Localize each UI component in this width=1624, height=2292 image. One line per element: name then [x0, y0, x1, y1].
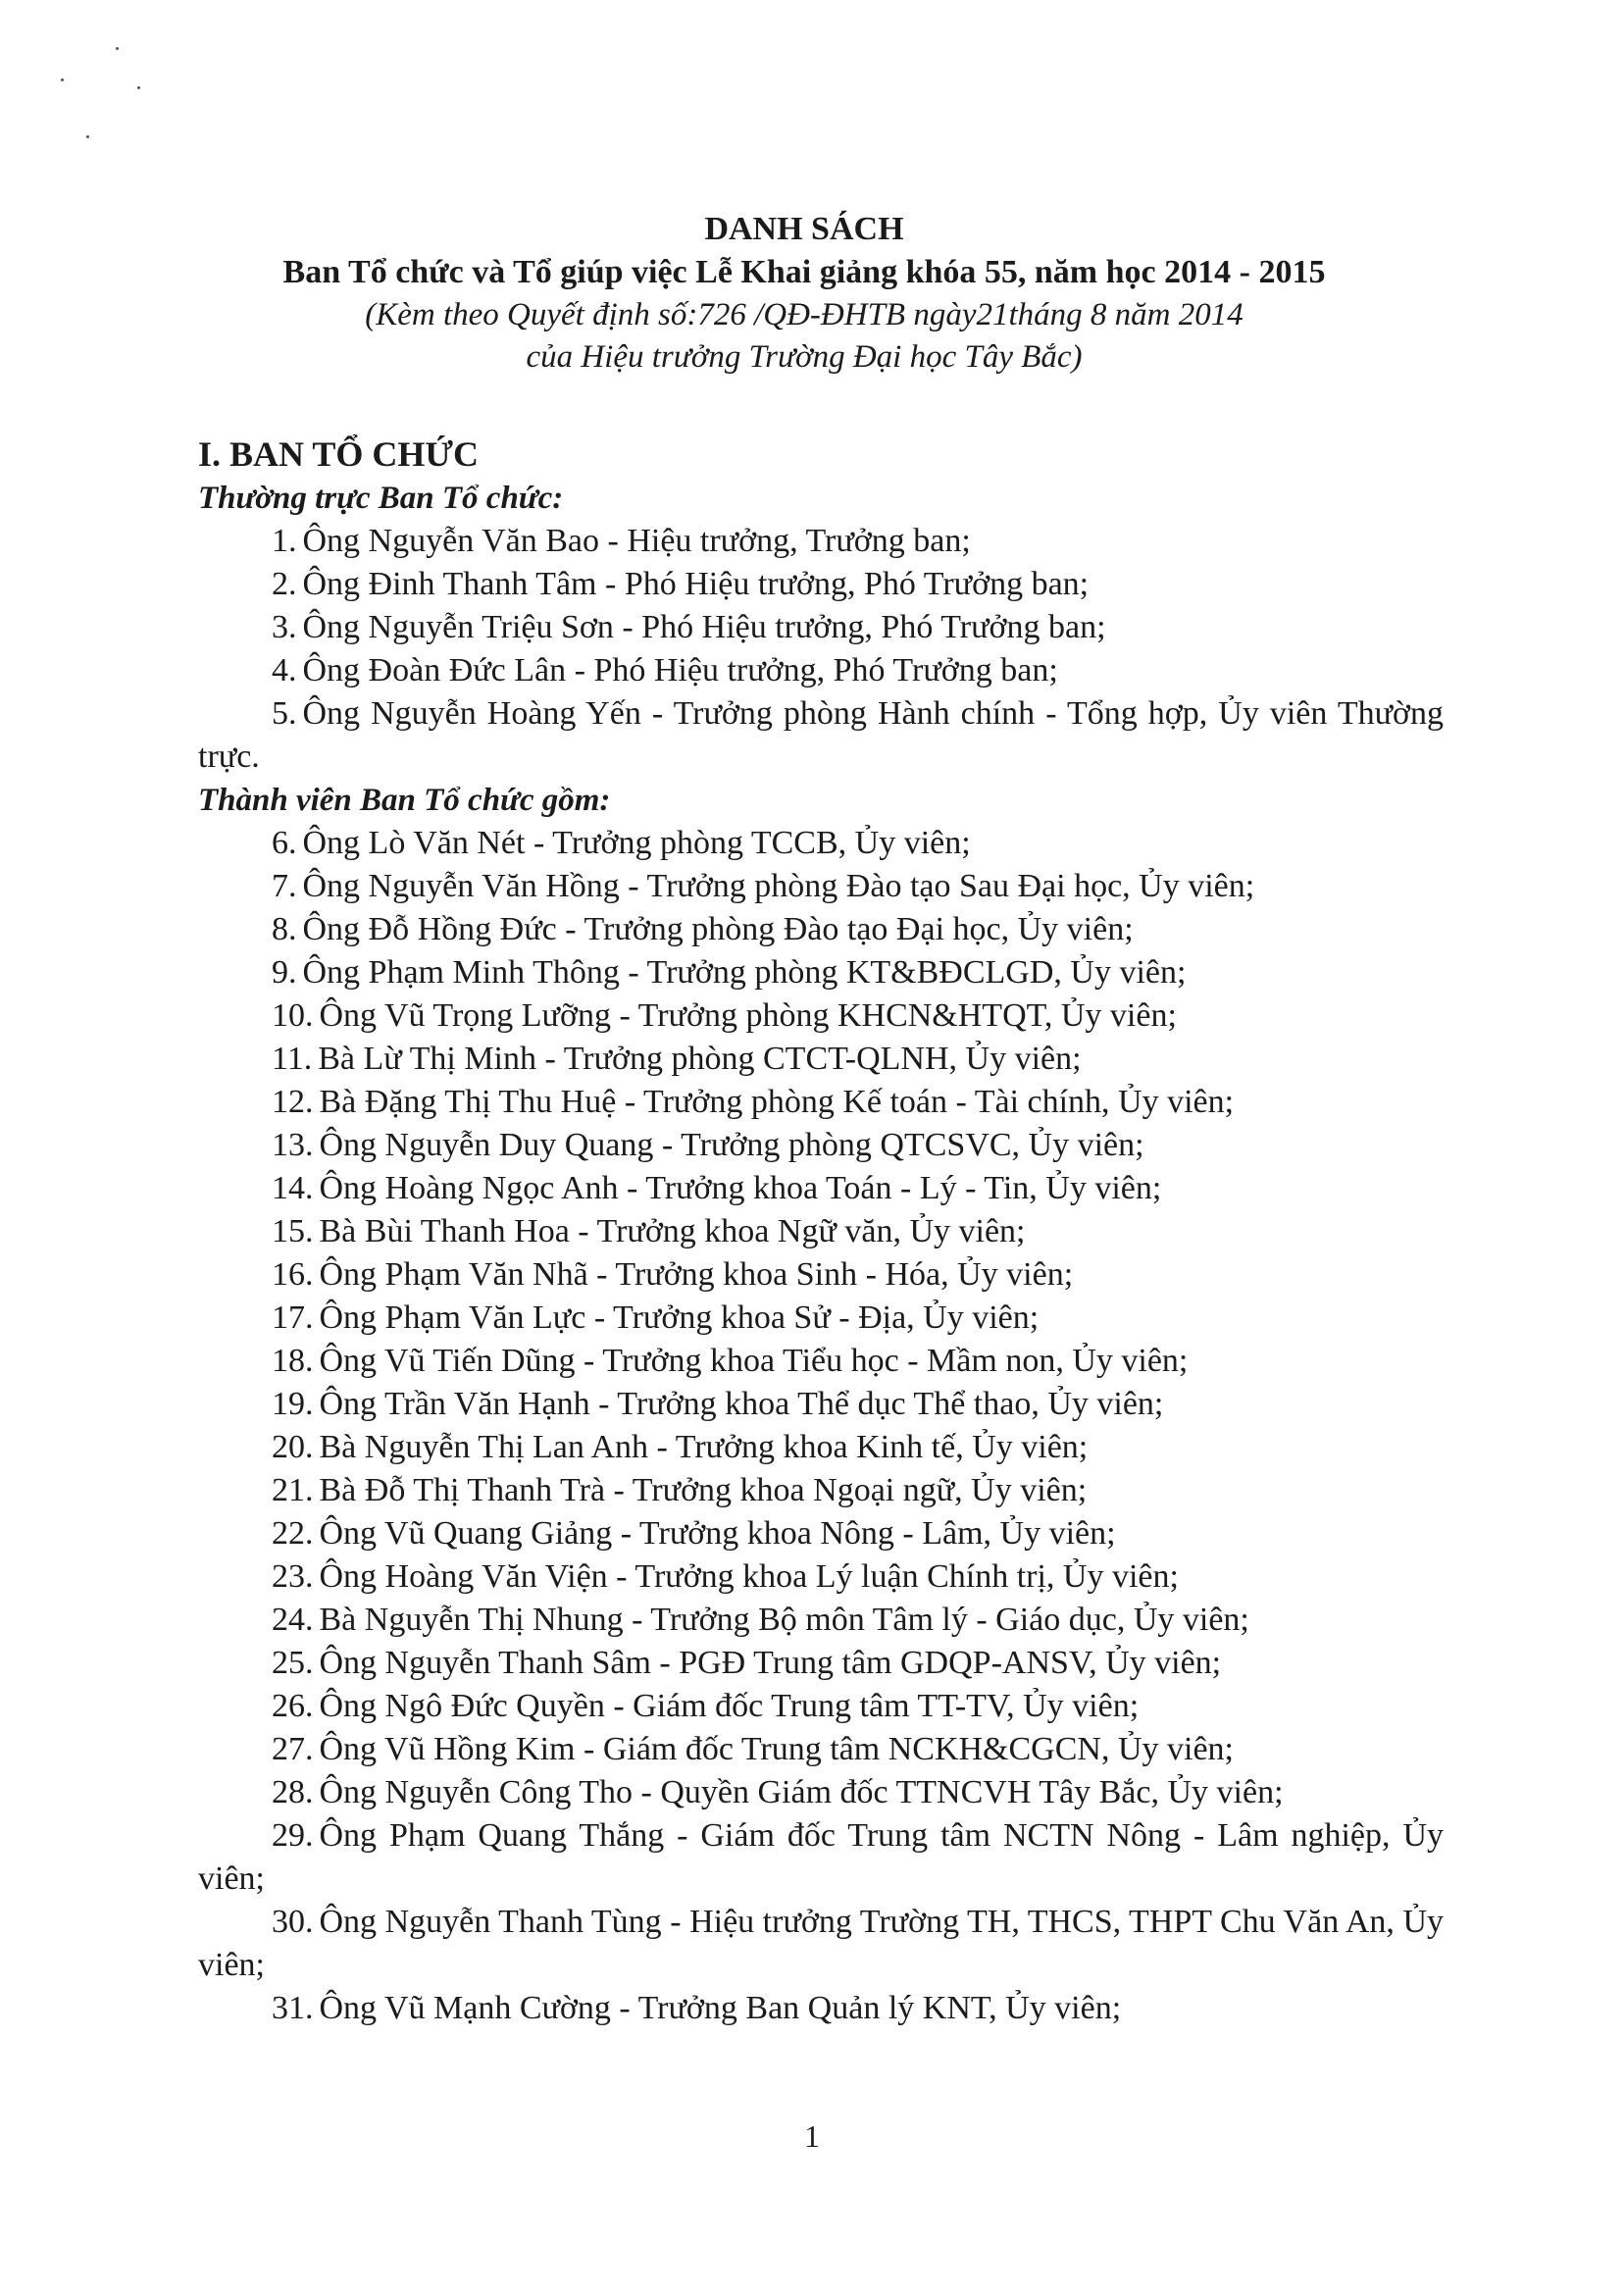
- list-item: [198, 1081, 1444, 1124]
- list-item: [198, 1901, 1444, 1987]
- item-text: Ông Phạm Quang Thắng - Giám đốc Trung tâm NCTN Nông - Lâm nghiệp, Ủy viên;: [198, 1817, 1444, 1897]
- item-text: Ông Đoàn Đức Lân - Phó Hiệu trưởng, Phó Trưởng ban;: [302, 652, 1058, 688]
- item-text: Ông Vũ Trọng Lưỡng - Trưởng phòng KHCN&HTQT, Ủy viên;: [319, 997, 1177, 1034]
- list-item: [198, 1167, 1444, 1210]
- item-text: Bà Đặng Thị Thu Huệ - Trưởng phòng Kế toán - Tài chính, Ủy viên;: [319, 1084, 1235, 1120]
- item-text: Ông Đinh Thanh Tâm - Phó Hiệu trưởng, Phó Trưởng ban;: [302, 566, 1090, 602]
- list-item: [198, 1038, 1444, 1081]
- item-number: 3.: [272, 609, 297, 645]
- list-item: [198, 1771, 1444, 1814]
- scan-speck: [137, 86, 140, 89]
- document-subtitle: Ban Tổ chức và Tổ giúp việc Lễ Khai giảng khóa 55, năm học 2014 - 2015: [282, 254, 1326, 290]
- list-item: [198, 951, 1444, 994]
- item-number: 13.: [272, 1127, 314, 1163]
- item-text: Ông Lò Văn Nét - Trưởng phòng TCCB, Ủy viên;: [302, 825, 971, 861]
- document-header: [167, 208, 1442, 379]
- committee-members-list: [198, 822, 1444, 2030]
- page-number: 1: [804, 2118, 820, 2154]
- list-item: [198, 692, 1444, 779]
- list-item: [198, 1728, 1444, 1771]
- item-number: 4.: [272, 652, 297, 688]
- list-item: [198, 520, 1444, 563]
- item-text: Ông Nguyễn Văn Bao - Hiệu trưởng, Trưởng ban;: [302, 523, 971, 559]
- list-item: [198, 1685, 1444, 1728]
- item-text: Bà Bùi Thanh Hoa - Trưởng khoa Ngữ văn, Ủy viên;: [319, 1213, 1026, 1249]
- item-text: Ông Hoàng Ngọc Anh - Trưởng khoa Toán - Lý - Tin, Ủy viên;: [319, 1170, 1162, 1206]
- item-text: Ông Phạm Minh Thông - Trưởng phòng KT&BĐCLGD, Ủy viên;: [302, 954, 1187, 991]
- item-text: Ông Nguyễn Công Tho - Quyền Giám đốc TTNCVH Tây Bắc, Ủy viên;: [319, 1774, 1284, 1810]
- item-number: 19.: [272, 1386, 314, 1422]
- item-text: Ông Ngô Đức Quyền - Giám đốc Trung tâm TT-TV, Ủy viên;: [319, 1688, 1140, 1724]
- item-number: 1.: [272, 523, 297, 559]
- item-number: 11.: [272, 1041, 313, 1077]
- item-number: 12.: [272, 1084, 314, 1120]
- list-item: [198, 1469, 1444, 1512]
- list-item: [198, 1124, 1444, 1167]
- item-number: 6.: [272, 825, 297, 861]
- document-title: DANH SÁCH: [704, 211, 904, 247]
- committee-members-label: Thành viên Ban Tổ chức gồm:: [198, 783, 611, 818]
- item-text: Ông Nguyễn Triệu Sơn - Phó Hiệu trưởng, Phó Trưởng ban;: [302, 609, 1106, 645]
- list-item: [198, 1642, 1444, 1685]
- item-number: 18.: [272, 1343, 314, 1379]
- item-text: Bà Nguyễn Thị Lan Anh - Trưởng khoa Kinh tế, Ủy viên;: [319, 1429, 1089, 1465]
- item-text: Ông Nguyễn Duy Quang - Trưởng phòng QTCSVC, Ủy viên;: [319, 1127, 1144, 1163]
- item-text: Ông Vũ Quang Giảng - Trưởng khoa Nông - Lâm, Ủy viên;: [319, 1515, 1116, 1552]
- standing-committee-label: Thường trực Ban Tổ chức:: [198, 481, 564, 516]
- list-item: [198, 1340, 1444, 1383]
- item-text: Ông Phạm Văn Nhã - Trưởng khoa Sinh - Hóa, Ủy viên;: [319, 1256, 1074, 1293]
- list-item: [198, 908, 1444, 951]
- list-item: [198, 1987, 1444, 2030]
- standing-committee-list: [198, 520, 1444, 779]
- list-item: [198, 822, 1444, 865]
- item-number: 2.: [272, 566, 297, 602]
- item-number: 5.: [272, 695, 297, 732]
- item-number: 26.: [272, 1688, 314, 1724]
- item-number: 22.: [272, 1515, 314, 1552]
- item-number: 10.: [272, 997, 314, 1034]
- list-item: [198, 1426, 1444, 1469]
- list-item: [198, 1383, 1444, 1426]
- list-item: [198, 865, 1444, 908]
- item-text: Ông Trần Văn Hạnh - Trưởng khoa Thể dục Thể thao, Ủy viên;: [319, 1386, 1164, 1422]
- list-item: [198, 1210, 1444, 1253]
- scan-speck: [86, 135, 89, 138]
- decision-reference: (Kèm theo Quyết định số:726 /QĐ-ĐHTB ngày21tháng 8 năm 2014: [365, 297, 1243, 332]
- list-item: [198, 1599, 1444, 1642]
- item-number: 27.: [272, 1731, 314, 1767]
- item-number: 23.: [272, 1558, 314, 1595]
- item-number: 14.: [272, 1170, 314, 1206]
- list-item: [198, 606, 1444, 649]
- item-number: 8.: [272, 911, 297, 947]
- scan-speck: [116, 47, 119, 50]
- item-number: 7.: [272, 868, 297, 904]
- item-number: 29.: [272, 1817, 314, 1854]
- list-item: [198, 563, 1444, 606]
- item-text: Bà Đỗ Thị Thanh Trà - Trưởng khoa Ngoại ngữ, Ủy viên;: [319, 1472, 1088, 1508]
- item-text: Ông Đỗ Hồng Đức - Trưởng phòng Đào tạo Đại học, Ủy viên;: [302, 911, 1134, 947]
- list-item: [198, 994, 1444, 1038]
- list-item: [198, 1814, 1444, 1901]
- item-text: Ông Nguyễn Hoàng Yến - Trưởng phòng Hành chính - Tổng hợp, Ủy viên Thường trực.: [198, 695, 1444, 775]
- organizing-committee-section: [198, 432, 1444, 2030]
- item-text: Ông Phạm Văn Lực - Trưởng khoa Sử - Địa, Ủy viên;: [319, 1299, 1040, 1336]
- item-number: 21.: [272, 1472, 314, 1508]
- item-text: Ông Nguyễn Thanh Tùng - Hiệu trưởng Trường TH, THCS, THPT Chu Văn An, Ủy viên;: [198, 1904, 1444, 1983]
- item-number: 25.: [272, 1645, 314, 1681]
- list-item: [198, 1555, 1444, 1599]
- item-number: 16.: [272, 1256, 314, 1293]
- scan-speck: [61, 78, 64, 81]
- item-text: Ông Vũ Tiến Dũng - Trưởng khoa Tiểu học - Mầm non, Ủy viên;: [319, 1343, 1189, 1379]
- item-text: Ông Vũ Hồng Kim - Giám đốc Trung tâm NCKH&CGCN, Ủy viên;: [319, 1731, 1234, 1767]
- item-number: 24.: [272, 1602, 314, 1638]
- item-text: Ông Hoàng Văn Viện - Trưởng khoa Lý luận Chính trị, Ủy viên;: [319, 1558, 1179, 1595]
- item-text: Bà Lừ Thị Minh - Trưởng phòng CTCT-QLNH, Ủy viên;: [318, 1041, 1082, 1077]
- item-number: 17.: [272, 1299, 314, 1336]
- list-item: [198, 649, 1444, 692]
- decision-issuer: của Hiệu trưởng Trường Đại học Tây Bắc): [526, 339, 1083, 375]
- item-number: 15.: [272, 1213, 314, 1249]
- item-number: 9.: [272, 954, 297, 991]
- section-heading: I. BAN TỔ CHỨC: [198, 434, 480, 474]
- item-number: 30.: [272, 1904, 314, 1940]
- item-number: 31.: [272, 1990, 314, 2026]
- item-text: Ông Nguyễn Văn Hồng - Trưởng phòng Đào tạo Sau Đại học, Ủy viên;: [302, 868, 1255, 904]
- item-text: Ông Vũ Mạnh Cường - Trưởng Ban Quản lý KNT, Ủy viên;: [319, 1990, 1122, 2026]
- item-number: 28.: [272, 1774, 314, 1810]
- list-item: [198, 1253, 1444, 1297]
- list-item: [198, 1297, 1444, 1340]
- item-number: 20.: [272, 1429, 314, 1465]
- list-item: [198, 1512, 1444, 1555]
- item-text: Bà Nguyễn Thị Nhung - Trưởng Bộ môn Tâm lý - Giáo dục, Ủy viên;: [319, 1602, 1249, 1638]
- item-text: Ông Nguyễn Thanh Sâm - PGĐ Trung tâm GDQP-ANSV, Ủy viên;: [319, 1645, 1222, 1681]
